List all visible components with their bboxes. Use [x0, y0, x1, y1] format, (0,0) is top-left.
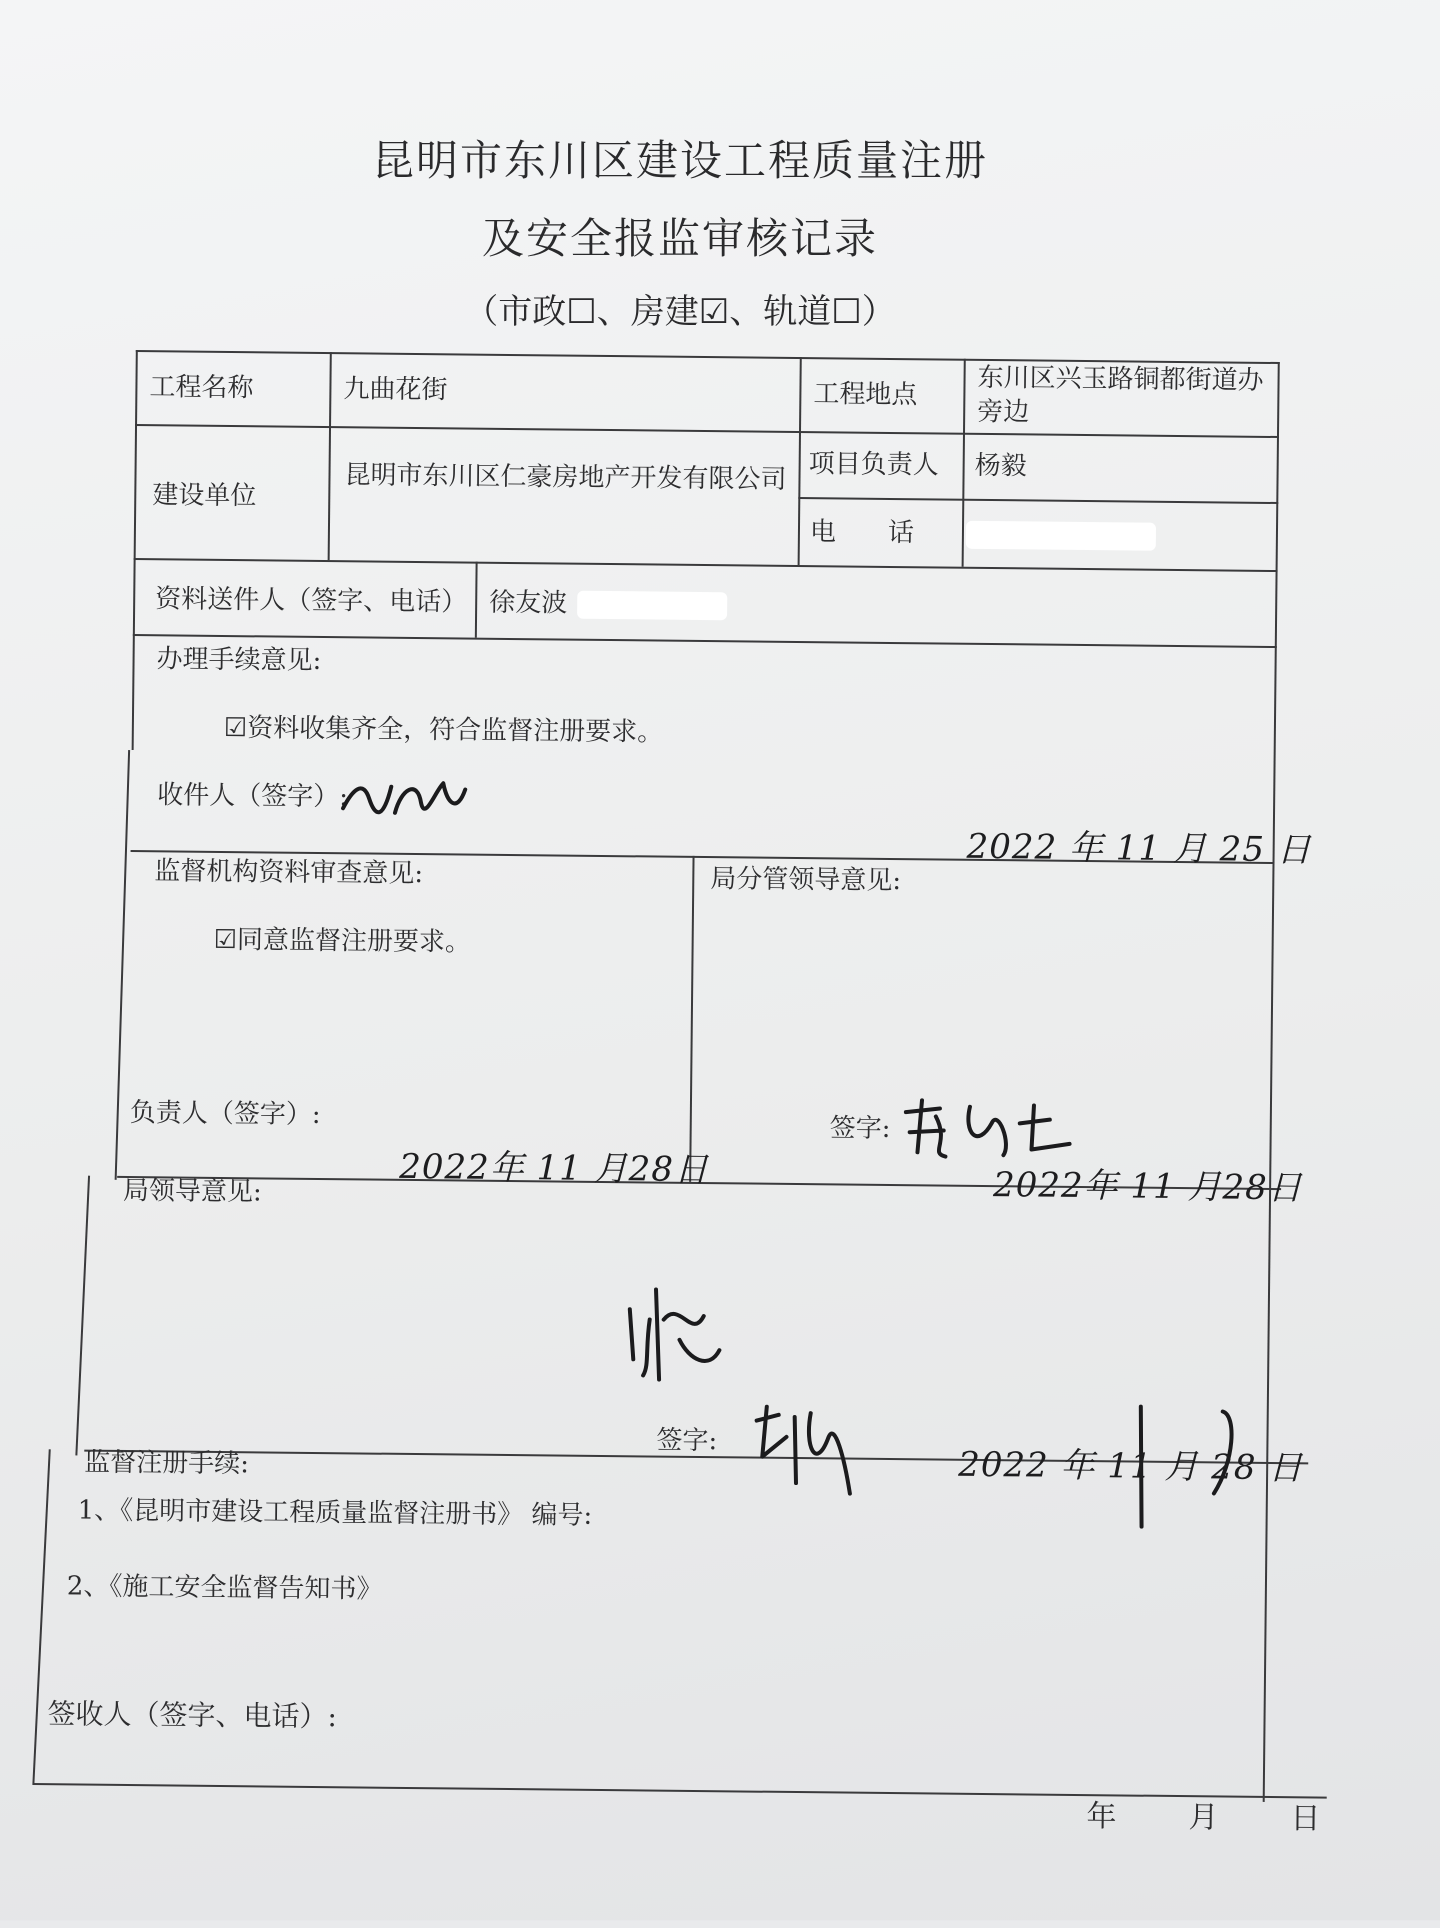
bureau-leader-signature [750, 1397, 861, 1498]
responsible-date: 2022年 11 月28日 [399, 1146, 710, 1191]
branch-leader-signature [899, 1092, 1080, 1164]
supervision-review-label: 监督机构资料审查意见: [154, 856, 424, 890]
branch-sign-label: 签字: [829, 1113, 891, 1144]
submitter-label: 资料送件人（签字、电话） [155, 584, 468, 618]
project-location-label: 工程地点 [813, 379, 918, 411]
builder-label: 建设单位 [152, 480, 257, 512]
procedure-opinion-label: 办理手续意见: [156, 644, 322, 677]
phone-label: 电 话 [809, 517, 915, 549]
registration-item-1: 1、《昆明市建设工程质量监督注册书》 编号: [77, 1495, 593, 1531]
registration-label: 监督注册手续: [84, 1447, 250, 1480]
registration-item-2: 2、《施工安全监督告知书》 [66, 1571, 383, 1605]
signee-date-blank: 年 月 日 [1086, 1799, 1325, 1837]
project-manager-value: 杨毅 [974, 450, 1027, 482]
responsible-label: 负责人（签字）: [129, 1098, 321, 1131]
branch-leader-label: 局分管领导意见: [710, 864, 902, 897]
branch-date: 2022年 11 月28日 [992, 1165, 1303, 1209]
project-name-label: 工程名称 [149, 372, 254, 404]
bureau-sign-label: 签字: [656, 1425, 718, 1457]
document-title-line-1: 昆明市东川区建设工程质量注册 [371, 136, 988, 185]
document-category-options: （市政☐、房建☑、轨道☐） [464, 292, 896, 332]
submitter-value: 徐友波 [489, 587, 568, 619]
bureau-date: 2022 年 11 月 28 日 [957, 1444, 1304, 1489]
bureau-leader-label: 局领导意见: [122, 1175, 262, 1208]
bureau-leader-opinion-handwriting [619, 1279, 730, 1390]
signee-label: 签收人（签字、电话）: [47, 1697, 338, 1734]
receiver-label: 收件人（签字）: [157, 780, 349, 813]
supervision-review-text: ☑同意监督注册要求。 [213, 924, 472, 958]
receiver-signature [339, 768, 470, 829]
project-manager-label: 项目负责人 [808, 449, 939, 481]
project-location-value: 东川区兴玉路铜都街道办旁边 [977, 362, 1264, 428]
builder-value: 昆明市东川区仁豪房地产开发有限公司 [344, 460, 787, 495]
project-name-value: 九曲花街 [343, 374, 448, 406]
document-title-line-2: 及安全报监审核记录 [481, 214, 878, 263]
redacted-phone [966, 521, 1156, 551]
receiver-date: 2022 年 11 月 25 日 [966, 826, 1312, 871]
procedure-opinion-text: ☑资料收集齐全，符合监督注册要求。 [223, 712, 664, 748]
redacted-submitter-phone [577, 591, 727, 621]
